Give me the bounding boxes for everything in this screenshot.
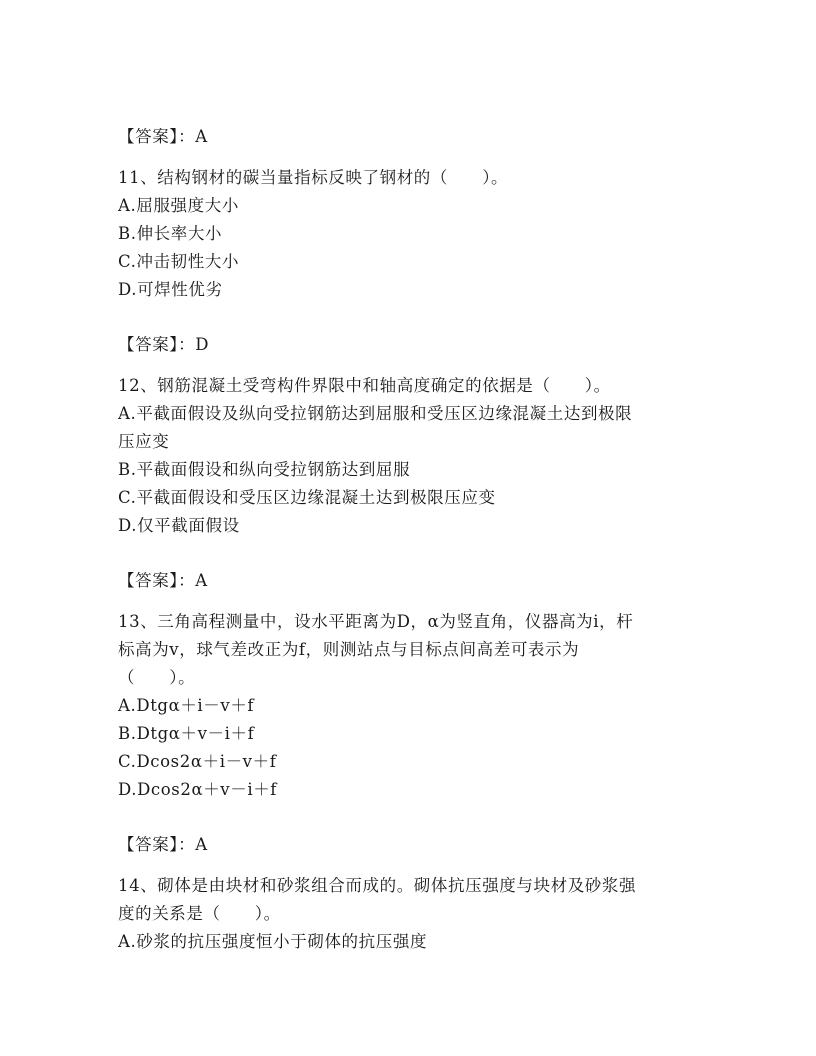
question-12-answer: 【答案】：A — [118, 571, 208, 590]
question-13-option-c: C.Dcos2α＋i－v＋f — [118, 752, 277, 771]
question-12-option-d: D.仅平截面假设 — [118, 516, 240, 535]
question-12-option-c: C.平截面假设和受压区边缘混凝土达到极限压应变 — [118, 488, 496, 507]
question-12-option-b: B.平截面假设和纵向受拉钢筋达到屈服 — [118, 460, 411, 479]
question-12-option-a-cont: 压应变 — [118, 432, 170, 451]
question-14-text-line2: 度的关系是（ ）。 — [118, 904, 281, 923]
question-11-option-b: B.伸长率大小 — [118, 224, 223, 243]
question-13-option-d: D.Dcos2α＋v－i＋f — [118, 780, 278, 799]
question-14-option-a: A.砂浆的抗压强度恒小于砌体的抗压强度 — [118, 932, 428, 951]
question-13-answer: 【答案】：A — [118, 835, 208, 854]
question-13-text: 13、三角高程测量中，设水平距离为D，α为竖直角，仪器高为i，杆 — [118, 612, 634, 631]
question-14-text: 14、砌体是由块材和砂浆组合而成的。砌体抗压强度与块材及砂浆强 — [118, 876, 637, 895]
question-11-text: 11、结构钢材的碳当量指标反映了钢材的（ ）。 — [118, 168, 509, 187]
answer-line: 【答案】：A — [118, 127, 208, 146]
question-12-text: 12、钢筋混凝土受弯构件界限中和轴高度确定的依据是（ ）。 — [118, 376, 611, 395]
question-12-option-a: A.平截面假设及纵向受拉钢筋达到屈服和受压区边缘混凝土达到极限 — [118, 404, 633, 423]
question-13-option-b: B.Dtgα＋v－i＋f — [118, 724, 255, 743]
question-11-option-c: C.冲击韧性大小 — [118, 252, 240, 271]
question-13-option-a: A.Dtgα＋i－v＋f — [118, 696, 255, 715]
question-11-option-d: D.可焊性优劣 — [118, 280, 223, 299]
question-11-option-a: A.屈服强度大小 — [118, 196, 239, 215]
question-13-text-line2: 标高为v，球气差改正为f，则测站点与目标点间高差可表示为 — [118, 640, 580, 659]
question-13-text-line3: （ ）。 — [118, 668, 196, 687]
question-11-answer: 【答案】：D — [118, 335, 210, 354]
